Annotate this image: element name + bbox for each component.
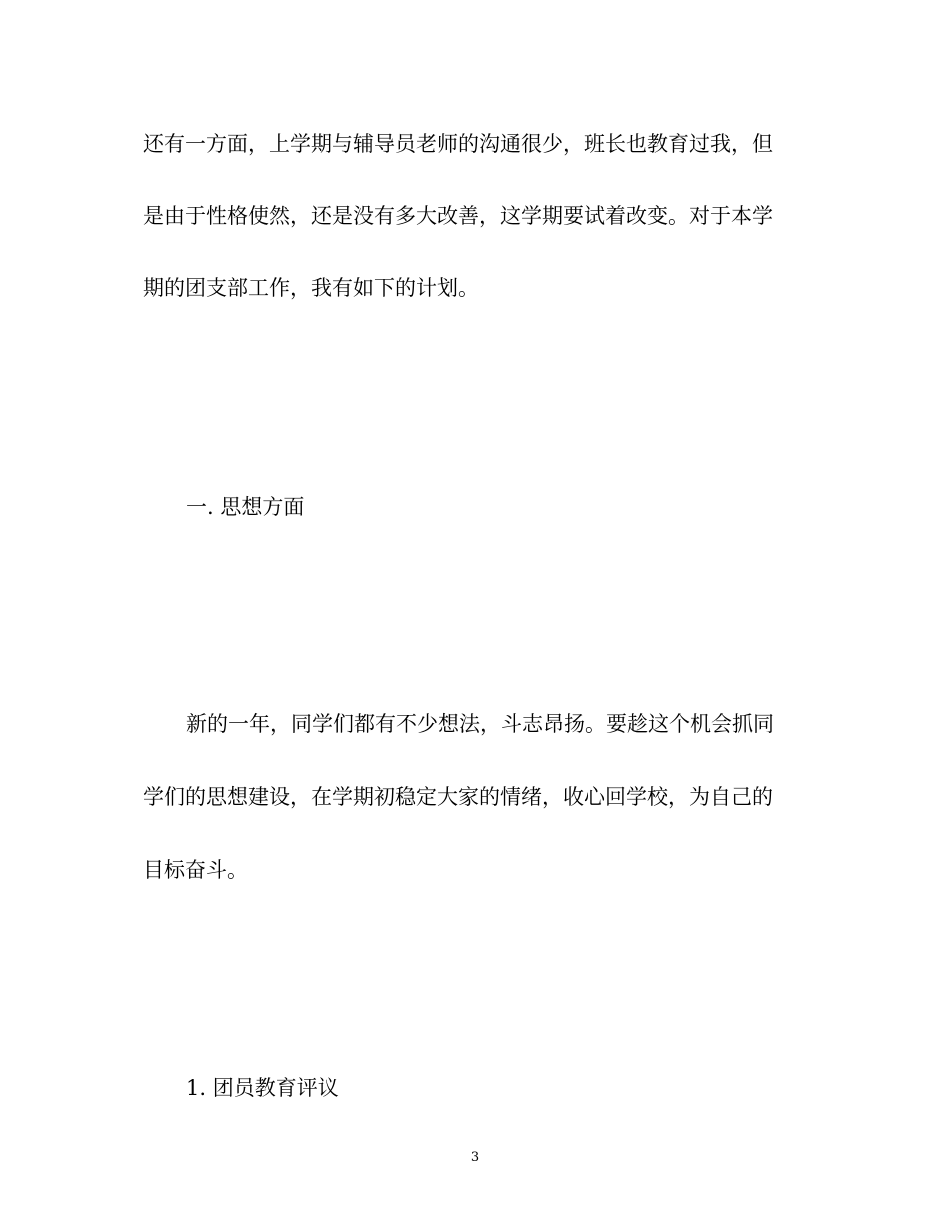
paragraph-line: 是由于性格使然，还是没有多大改善，这学期要试着改变。对于本学 bbox=[143, 204, 773, 228]
paragraph-line: 学们的思想建设，在学期初稳定大家的情绪，收心回学校，为自己的 bbox=[143, 785, 773, 809]
paragraph-line: 目标奋斗。 bbox=[143, 858, 248, 882]
subsection-heading: 1. 团员教育评议 bbox=[186, 1076, 339, 1100]
paragraph-line: 期的团支部工作，我有如下的计划。 bbox=[143, 276, 479, 300]
page-number: 3 bbox=[470, 1150, 480, 1165]
paragraph-line: 还有一方面，上学期与辅导员老师的沟通很少，班长也教育过我，但 bbox=[143, 132, 773, 156]
paragraph-line: 新的一年，同学们都有不少想法，斗志昂扬。要趁这个机会抓同 bbox=[186, 712, 774, 736]
section-heading: 一. 思想方面 bbox=[186, 495, 305, 519]
